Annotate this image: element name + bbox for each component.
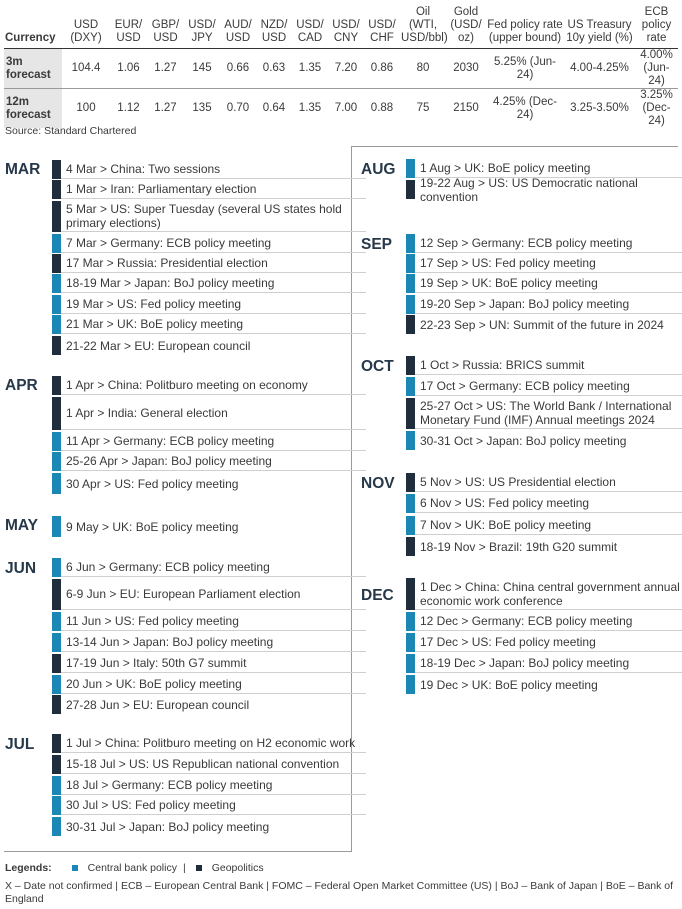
month-label-oct: OCT [361, 358, 394, 375]
source-note: Source: Standard Chartered [5, 125, 137, 137]
event-item [406, 494, 682, 513]
event-text: 7 Mar > Germany: ECB policy meeting [61, 234, 366, 253]
event-text: 19-20 Sep > Japan: BoJ policy meeting [415, 295, 682, 314]
table-cell: 4.00% (Jun-24) [635, 49, 678, 89]
event-item [52, 796, 366, 815]
event-item [406, 315, 682, 334]
geopolitics-marker [52, 654, 61, 673]
event-item [52, 452, 366, 471]
table-cell: 0.86 [364, 49, 400, 89]
event-item [52, 254, 366, 273]
geopolitics-marker [52, 201, 61, 232]
table-cell: 7.00 [334, 102, 358, 114]
central-bank-marker [52, 558, 61, 577]
event-item [406, 654, 682, 673]
event-text: 30 Apr > US: Fed policy meeting [66, 476, 239, 491]
forecast-table [4, 6, 678, 128]
event-text: 5 Nov > US: US Presidential election [415, 473, 682, 492]
event-item [52, 654, 366, 673]
event-item [52, 695, 366, 714]
event-item [406, 537, 682, 556]
geopolitics-marker [52, 336, 61, 355]
central-bank-marker [406, 494, 415, 513]
table-cell: 1.06 [110, 49, 147, 89]
central-bank-marker [52, 633, 61, 652]
event-item [406, 633, 682, 652]
table-cell: 1.35 [298, 102, 322, 114]
month-label-mar: MAR [5, 161, 41, 178]
central-bank-marker [406, 159, 415, 178]
event-item [52, 234, 366, 253]
event-text: 12 Dec > Germany: ECB policy meeting [415, 612, 682, 631]
column-header: ECB policy rate [635, 6, 678, 49]
event-text: 1 Dec > China: China central government annual economic work conference [415, 578, 682, 610]
table-cell: 0.70 [226, 102, 250, 114]
event-text: 30-31 Oct > Japan: BoJ policy meeting [420, 433, 627, 448]
event-text: 21-22 Mar > EU: European council [66, 338, 251, 353]
event-text: 22-23 Sep > UN: Summit of the future in 2024 [420, 317, 664, 332]
event-text: 19-22 Aug > US: US Democratic national convention [420, 175, 638, 204]
table-cell: 1.35 [292, 49, 328, 89]
event-item [52, 201, 366, 232]
event-text: 19 Dec > UK: BoE policy meeting [420, 677, 598, 692]
central-bank-marker [406, 254, 415, 273]
table-cell: 100 [76, 102, 96, 114]
footnote: X – Date not confirmed | ECB – European Central Bank | FOMC – Federal Open Market Committee (US) | BoJ – Bank of Japan | BoE – Bank of England [5, 880, 674, 905]
event-text: 18-19 Dec > Japan: BoJ policy meeting [415, 654, 682, 673]
table-cell: 4.00-4.25% [564, 49, 635, 89]
table-cell: 145 [184, 49, 220, 89]
event-item [406, 578, 682, 610]
geopolitics-marker [52, 579, 61, 610]
central-bank-marker [406, 274, 415, 293]
event-text: 17 Mar > Russia: Presidential election [61, 254, 366, 273]
table-row [4, 89, 678, 129]
central-bank-marker [406, 633, 415, 652]
event-item [52, 376, 366, 395]
event-text: 1 Apr > India: General election [61, 397, 366, 430]
table-cell: 0.88 [370, 102, 394, 114]
event-item [406, 175, 682, 204]
central-bank-marker [406, 516, 415, 535]
column-header: USD/ JPY [184, 6, 220, 49]
geopolitics-marker [52, 160, 61, 179]
table-cell: 3.25% (Dec-24) [640, 89, 673, 127]
event-text: 15-18 Jul > US: US Republican national convention [61, 755, 366, 774]
central-bank-marker [406, 377, 415, 396]
column-header: NZD/ USD [256, 6, 292, 49]
event-item [52, 558, 366, 577]
event-text: 30-31 Jul > Japan: BoJ policy meeting [66, 819, 270, 834]
geopolitics-marker [406, 356, 415, 375]
event-text: 17 Oct > Germany: ECB policy meeting [415, 377, 682, 396]
event-text: 17-19 Jun > Italy: 50th G7 summit [61, 654, 366, 673]
legend-geopolitics-label: Geopolitics [211, 862, 264, 874]
geopolitics-marker [52, 734, 61, 753]
event-item [52, 315, 366, 334]
geopolitics-marker [52, 376, 61, 395]
event-item [406, 473, 682, 492]
event-item [406, 377, 682, 396]
event-text: 12 Sep > Germany: ECB policy meeting [415, 234, 682, 253]
event-item [52, 755, 366, 774]
event-text: 21 Mar > UK: BoE policy meeting [61, 315, 366, 334]
table-cell: 135 [192, 102, 212, 114]
event-item [406, 295, 682, 314]
event-text: 18-19 Mar > Japan: BoJ policy meeting [61, 274, 366, 293]
event-text: 9 May > UK: BoE policy meeting [66, 519, 239, 534]
event-text: 5 Mar > US: Super Tuesday (several US states hold primary elections) [61, 201, 366, 232]
event-text: 18 Jul > Germany: ECB policy meeting [61, 776, 366, 795]
event-item [406, 431, 682, 450]
table-cell: 1.27 [147, 49, 184, 89]
event-text: 4 Mar > China: Two sessions [61, 160, 366, 179]
event-item [52, 473, 366, 494]
event-item [52, 295, 366, 314]
central-bank-marker [52, 675, 61, 694]
event-item [406, 398, 682, 429]
table-cell: 5.25% (Jun-24) [486, 49, 564, 89]
geopolitics-marker [406, 473, 415, 492]
column-header: USD/ CNY [328, 6, 364, 49]
table-cell: 80 [400, 49, 446, 89]
event-text: 27-28 Jun > EU: European council [66, 697, 250, 712]
event-text: 18-19 Nov > Brazil: 19th G20 summit [420, 539, 618, 554]
event-text: 20 Jun > UK: BoE policy meeting [61, 675, 366, 694]
column-header: Fed policy rate (upper bound) [486, 6, 564, 49]
geopolitics-marker [52, 397, 61, 430]
event-text: 19 Sep > UK: BoE policy meeting [415, 274, 682, 293]
event-item [52, 675, 366, 694]
event-item [406, 274, 682, 293]
event-item [406, 675, 682, 694]
central-bank-marker [52, 612, 61, 631]
legend-separator: | [182, 862, 186, 874]
table-cell: 1.27 [154, 102, 177, 114]
event-item [406, 234, 682, 253]
event-text: 6 Nov > US: Fed policy meeting [415, 494, 682, 513]
central-bank-marker [406, 295, 415, 314]
geopolitics-marker [52, 254, 61, 273]
central-bank-marker [52, 295, 61, 314]
geopolitics-marker [52, 180, 61, 199]
month-label-nov: NOV [361, 475, 395, 492]
geopolitics-marker [406, 398, 415, 429]
geopolitics-marker [52, 755, 61, 774]
central-bank-marker [52, 234, 61, 253]
event-item [52, 397, 366, 430]
event-item [52, 180, 366, 199]
month-label-sep: SEP [361, 236, 393, 253]
event-text: 1 Oct > Russia: BRICS summit [415, 356, 682, 375]
table-cell: 4.25% (Dec-24) [493, 95, 557, 121]
table-cell: 3.25-3.50% [570, 102, 629, 114]
legend [5, 862, 264, 874]
table-cell: 75 [416, 102, 430, 114]
event-text: 17 Dec > US: Fed policy meeting [415, 633, 682, 652]
event-item [406, 356, 682, 375]
central-bank-marker [52, 776, 61, 795]
event-item [406, 254, 682, 273]
month-label-dec: DEC [361, 587, 394, 604]
event-text: 1 Mar > Iran: Parliamentary election [61, 180, 366, 199]
row-label: 3m forecast [4, 49, 62, 89]
month-label-jun: JUN [5, 560, 37, 577]
event-item [406, 516, 682, 535]
event-text: 13-14 Jun > Japan: BoJ policy meeting [61, 633, 366, 652]
event-text: 1 Jul > China: Politburo meeting on H2 economic work [61, 734, 366, 753]
central-bank-marker [406, 654, 415, 673]
table-cell: 2150 [453, 102, 479, 114]
column-header: GBP/ USD [147, 6, 184, 49]
month-label-apr: APR [5, 377, 38, 394]
table-cell: 2030 [446, 49, 486, 89]
central-bank-marker [406, 675, 415, 694]
month-label-jul: JUL [5, 736, 35, 753]
event-item [52, 579, 366, 610]
geopolitics-swatch [196, 865, 202, 871]
central-bank-marker [52, 473, 61, 494]
row-label: 12m forecast [4, 89, 62, 129]
column-header: Currency [4, 6, 62, 49]
event-text: 6-9 Jun > EU: European Parliament election [61, 579, 366, 610]
event-text: 11 Apr > Germany: ECB policy meeting [61, 432, 366, 451]
event-text: 1 Apr > China: Politburo meeting on economy [61, 376, 366, 395]
geopolitics-marker [406, 180, 415, 199]
event-text: 11 Jun > US: Fed policy meeting [61, 612, 366, 631]
central-bank-marker [52, 796, 61, 815]
event-text: 25-27 Oct > US: The World Bank / International Monetary Fund (IMF) Annual meetings 2024 [415, 398, 682, 429]
event-item [52, 776, 366, 795]
event-text: 7 Nov > UK: BoE policy meeting [415, 516, 682, 535]
central-bank-marker [52, 452, 61, 471]
event-text: 30 Jul > US: Fed policy meeting [61, 796, 366, 815]
column-header: EUR/ USD [110, 6, 147, 49]
central-bank-marker [52, 315, 61, 334]
column-header: Gold (USD/ oz) [446, 6, 486, 49]
column-header: Oil (WTI, USD/bbl) [400, 6, 446, 49]
column-header: US Treasury 10y yield (%) [564, 6, 635, 49]
column-header: USD (DXY) [62, 6, 110, 49]
month-label-may: MAY [5, 517, 39, 534]
geopolitics-marker [406, 315, 415, 334]
table-cell: 0.63 [256, 49, 292, 89]
calendar-top-border [351, 146, 678, 147]
event-item [52, 734, 366, 753]
event-item [52, 432, 366, 451]
central-bank-marker [406, 431, 415, 450]
event-text: 6 Jun > Germany: ECB policy meeting [61, 558, 366, 577]
table-cell: 7.20 [328, 49, 364, 89]
legend-central-bank-label: Central bank policy [87, 862, 177, 874]
central-bank-marker [52, 817, 61, 836]
event-item [52, 612, 366, 631]
forecast-table-wrap [4, 6, 678, 128]
event-item [52, 274, 366, 293]
central-bank-marker [406, 612, 415, 631]
central-bank-marker [52, 432, 61, 451]
event-item [52, 817, 366, 836]
column-header: USD/ CHF [364, 6, 400, 49]
table-cell: 104.4 [62, 49, 110, 89]
event-item [52, 336, 366, 355]
event-text: 19 Mar > US: Fed policy meeting [61, 295, 366, 314]
event-text: 25-26 Apr > Japan: BoJ policy meeting [61, 452, 366, 471]
table-header-row [4, 6, 678, 49]
central-bank-marker [52, 516, 61, 537]
event-item [406, 612, 682, 631]
column-header: AUD/ USD [220, 6, 256, 49]
month-label-aug: AUG [361, 161, 396, 178]
event-item [52, 516, 366, 537]
event-item [52, 633, 366, 652]
central-bank-marker [52, 274, 61, 293]
geopolitics-marker [406, 537, 415, 556]
geopolitics-marker [406, 578, 415, 610]
central-bank-marker [406, 234, 415, 253]
table-cell: 0.64 [262, 102, 286, 114]
event-text: 1 Aug > UK: BoE policy meeting [415, 159, 682, 178]
event-text: 17 Sep > US: Fed policy meeting [415, 254, 682, 273]
table-cell: 0.66 [220, 49, 256, 89]
legend-title: Legends: [5, 862, 52, 874]
calendar-bottom-border [4, 851, 352, 852]
geopolitics-marker [52, 695, 61, 714]
table-row [4, 49, 678, 89]
column-header: USD/ CAD [292, 6, 328, 49]
table-cell: 1.12 [117, 102, 140, 114]
central-bank-swatch [72, 865, 78, 871]
event-item [52, 160, 366, 179]
